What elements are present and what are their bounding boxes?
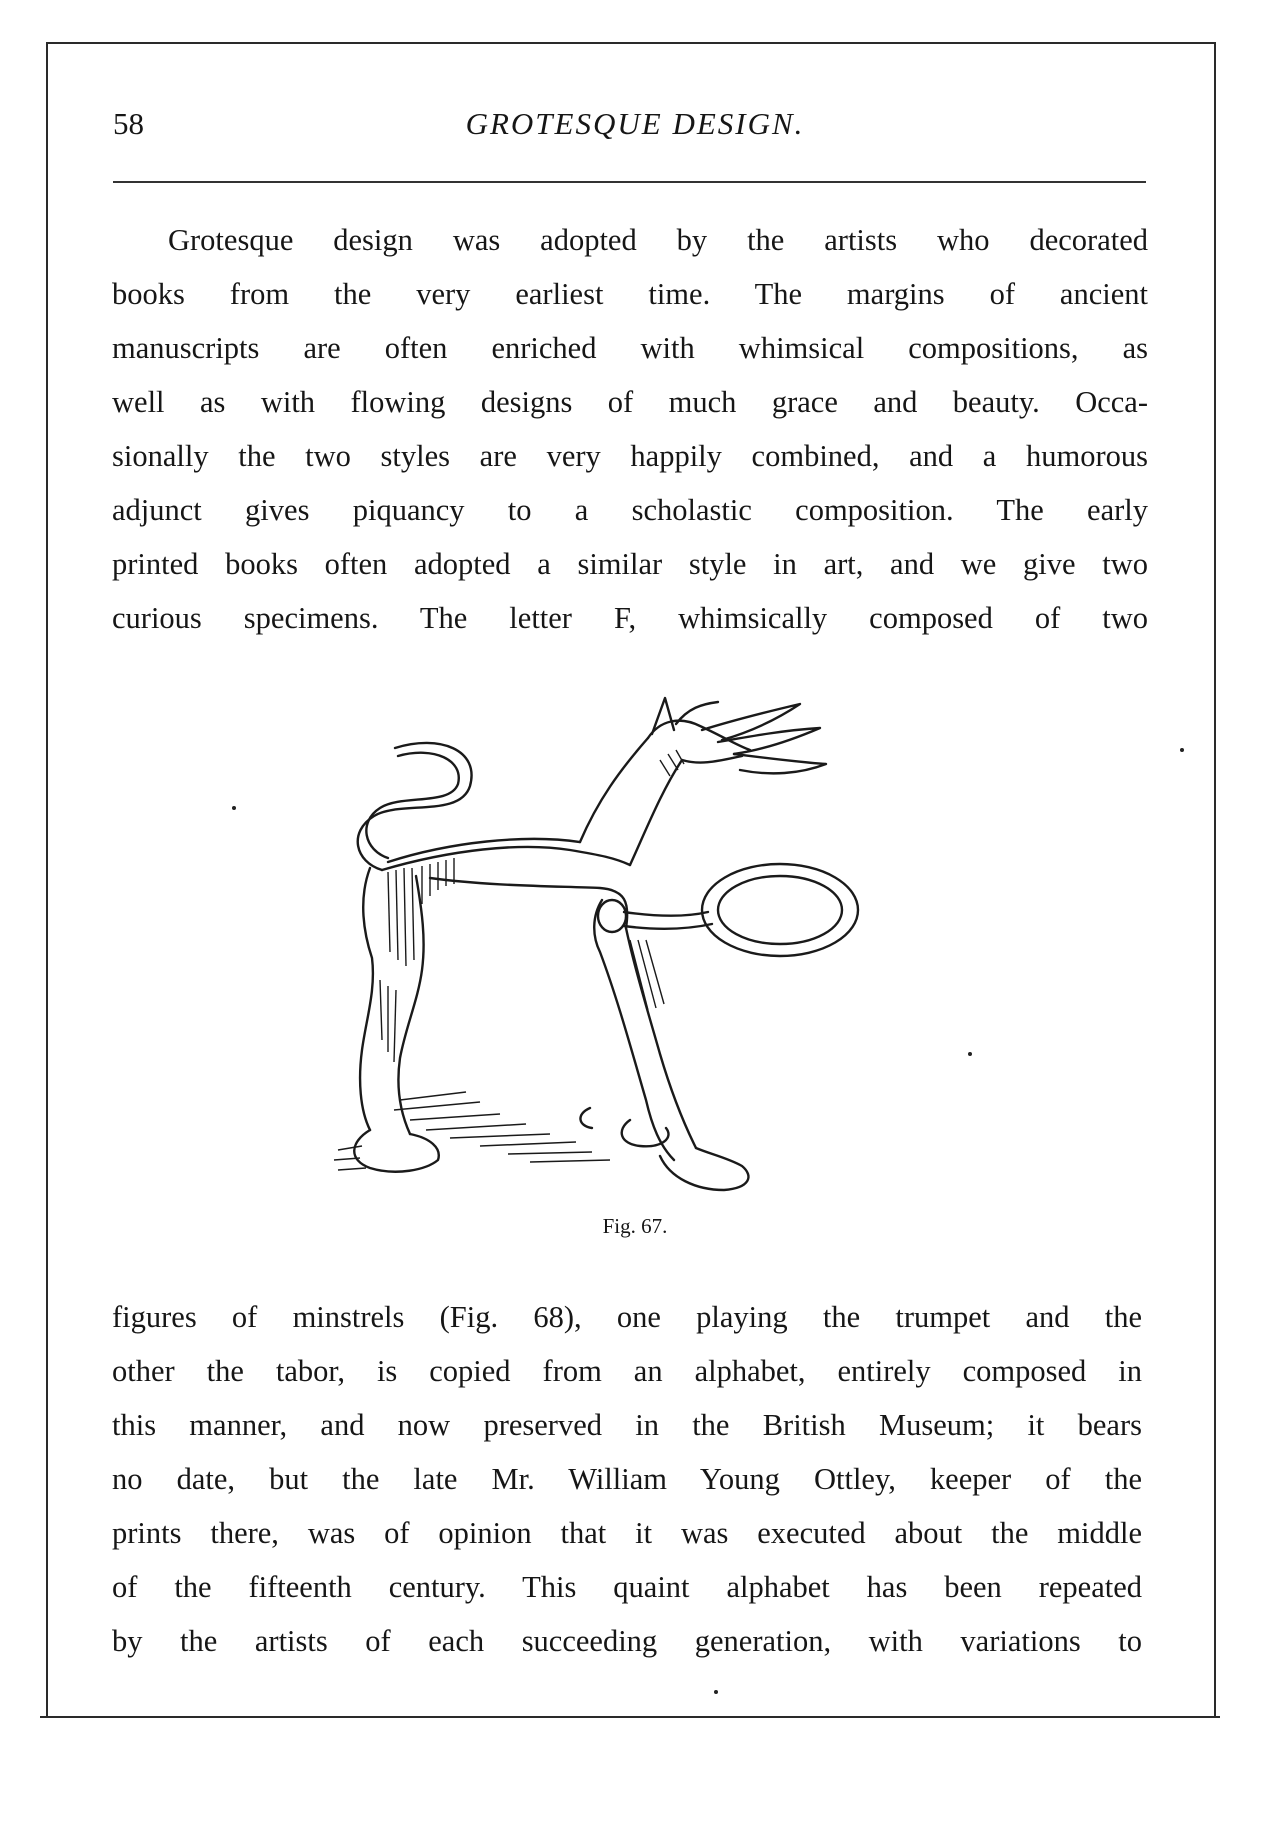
running-head: GROTESQUE DESIGN. bbox=[465, 106, 805, 141]
text-line: this manner, and now preserved in the British Museum; it bears bbox=[112, 1408, 1142, 1442]
ink-speck bbox=[232, 806, 236, 810]
text-line: no date, but the late Mr. William Young Ottley, keeper of the bbox=[112, 1462, 1142, 1496]
text-line: curious specimens. The letter F, whimsically composed of two bbox=[112, 601, 1148, 635]
text-line: prints there, was of opinion that it was executed about the middle bbox=[112, 1516, 1142, 1550]
ink-speck bbox=[1180, 748, 1184, 752]
text-line: other the tabor, is copied from an alphabet, entirely composed in bbox=[112, 1354, 1142, 1388]
ink-speck bbox=[714, 1690, 718, 1694]
body-text-top bbox=[112, 213, 1148, 645]
text-line: figures of minstrels (Fig. 68), one playing the trumpet and the bbox=[112, 1300, 1142, 1334]
page-number: 58 bbox=[113, 106, 144, 141]
text-line: sionally the two styles are very happily combined, and a humorous bbox=[112, 439, 1148, 473]
page-border-bottom bbox=[40, 1716, 1220, 1718]
text-line: well as with flowing designs of much grace and beauty. Occa- bbox=[112, 385, 1148, 419]
text-line: adjunct gives piquancy to a scholastic composition. The early bbox=[112, 493, 1148, 527]
ink-speck bbox=[968, 1052, 972, 1056]
text-line: by the artists of each succeeding generation, with variations to bbox=[112, 1624, 1142, 1658]
text-line: of the fifteenth century. This quaint alphabet has been repeated bbox=[112, 1570, 1142, 1604]
body-text-bottom bbox=[112, 1290, 1142, 1668]
text-line: printed books often adopted a similar style in art, and we give two bbox=[112, 547, 1148, 581]
figure-caption: Fig. 67. bbox=[602, 1214, 668, 1238]
text-line: manuscripts are often enriched with whimsical compositions, as bbox=[112, 331, 1148, 365]
grotesque-hound-with-ring-icon bbox=[330, 690, 940, 1235]
text-line: books from the very earliest time. The margins of ancient bbox=[112, 277, 1148, 311]
text-line: Grotesque design was adopted by the artists who decorated bbox=[168, 223, 1148, 257]
header-rule bbox=[113, 181, 1146, 183]
